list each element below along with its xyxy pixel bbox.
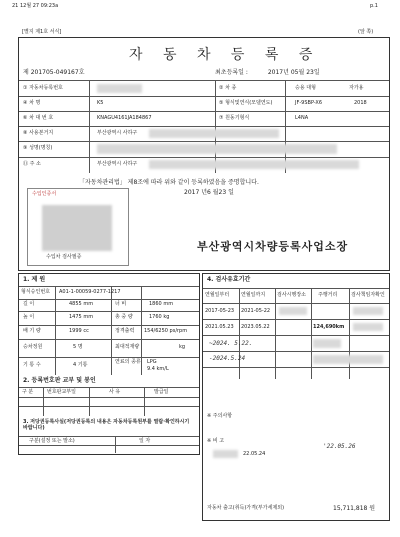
plate-col-date: 번호판교부일 (47, 389, 76, 395)
plate-label: ① 자동차등록번호 (23, 85, 63, 91)
reg-number: 제 201705-049167호 (23, 69, 85, 76)
ins-col-check: 검사책임자확인 (351, 292, 385, 298)
notes-caution: ※ 주의사항 (207, 413, 233, 419)
spec-approval-value: A01-1-00059-0277-1217 (59, 289, 121, 295)
model-year-label: ⑤ 형식및연식(모델연도) (219, 100, 273, 106)
spec-cylinders-value: 4 기통 (73, 362, 88, 368)
spec-weight-label: 총 중 량 (115, 314, 133, 320)
spec-cylinders-label: 기 통 수 (23, 362, 41, 368)
model-label: ④ 차 명 (23, 100, 41, 106)
engine-value: L4NA (295, 115, 309, 121)
location-value: 부산광역시 사하구 (97, 130, 138, 136)
spec-power-label: 정격출력 (115, 328, 135, 334)
ins-col-from: 연월일부터 (205, 292, 230, 298)
mortgage-col-type: 구분(설정 또는 말소) (29, 438, 75, 444)
sticker-title: 수입인증서 (32, 191, 57, 197)
certify-date: 2017 년6 월23 일 (184, 189, 234, 196)
ins-row1-stamp (353, 307, 383, 315)
plate-col-reason: 사 유 (109, 389, 121, 395)
first-reg-date: 최초등록일 : 2017년 05월 23일 (215, 69, 320, 76)
spec-length-value: 4855 mm (69, 301, 94, 307)
inspection-sticker (27, 188, 129, 266)
owner-addr-redacted (149, 160, 359, 169)
use-label: 자가용 (349, 85, 364, 91)
page-title: 자 동 차 등 록 증 (129, 47, 321, 63)
certify-text: 「자동차관리법」 제8조에 따라 위와 같이 등록하였음을 증명합니다. (79, 179, 259, 186)
vin-value: KNAGU4161JA184867 (97, 115, 152, 121)
ins-row2-mileage: 124,690km (313, 324, 345, 330)
sticker-image (42, 205, 112, 251)
type-label: ② 차 종 (219, 85, 237, 91)
spec-fuel-value: LPG (147, 359, 157, 365)
plate-issue-table (19, 387, 199, 416)
ins-row2-to: 2023.05.22 (241, 324, 270, 330)
plate-issue-title: 2. 등록번호판 교부 및 봉인 (23, 377, 96, 384)
spec-width-value: 1860 mm (149, 301, 174, 307)
form-code: [별지 제1호 서식] (22, 29, 62, 35)
vehicle-info-grid (19, 80, 389, 173)
spec-section (18, 273, 200, 455)
spec-displacement-value: 1999 cc (69, 328, 89, 334)
plate-redacted (97, 84, 142, 93)
inspection-section (202, 273, 390, 521)
spec-seats-label: 승차정원 (23, 344, 43, 350)
mortgage-table (19, 436, 199, 453)
ins-row1-to: 2021-05-22 (241, 308, 271, 314)
spec-payload-unit: kg (179, 344, 186, 350)
spec-power-value: 154/6250 ps/rpm (144, 328, 188, 334)
inspection-title: 4. 검사유효기간 (207, 276, 251, 283)
ins-row2-stamp (353, 323, 383, 331)
spec-seats-value: 5 명 (73, 344, 83, 350)
notes-handwritten2: 22.05.24 (243, 451, 266, 457)
location-label: ⑧ 사용본거지 (23, 130, 54, 136)
price-value: 15,711,818 원 (333, 505, 376, 512)
owner-name-redacted (97, 144, 337, 154)
spec-displacement-label: 배 기 량 (23, 328, 41, 334)
page-side: (앞 쪽) (358, 29, 374, 35)
spec-weight-value: 1760 kg (149, 314, 170, 320)
spec-length-label: 길 이 (23, 301, 35, 307)
spec-title: 1. 제 원 (23, 276, 46, 283)
model-year-value: 2018 (354, 100, 367, 106)
fax-timestamp: 21 12월 27 09:23a (12, 3, 59, 9)
inspection-table (203, 288, 389, 379)
plate-col-type: 구 분 (22, 389, 34, 395)
mortgage-title: 3. 저당권등록사실(저당권등록의 내용은 자동차등록원부를 열람·확인하시기 바랍니다) (23, 419, 190, 431)
mortgage-col-date: 일 자 (139, 438, 151, 444)
ins-row2-from: 2021.05.23 (205, 324, 234, 330)
owner-name-label: ⑨ 성명(명칭) (23, 145, 53, 151)
handwriting-line1: ~2024. 5.22. (209, 340, 253, 347)
spec-payload-label: 최대적재량 (115, 344, 140, 350)
spec-fuel-label: 연료의 종류 (115, 359, 141, 365)
ins-col-mileage: 주행거리 (318, 292, 338, 298)
notes-prefix: ※ 비 고 (207, 438, 225, 444)
model-value: K5 (97, 100, 104, 106)
price-label: 자동차 출고(취득)가격(부가세제외) (207, 505, 285, 511)
engine-label: ⑦ 원동기형식 (219, 115, 250, 121)
notes-handwritten1: '22.05.26 (323, 443, 356, 450)
spec-efficiency-value: 9.4 km/L (147, 366, 169, 372)
notes-redacted (213, 450, 238, 458)
certificate-box (18, 37, 390, 271)
fax-page-number: p.1 (370, 3, 378, 9)
issuer-name: 부산광역시차량등록사업소장 (197, 240, 349, 253)
spec-table (19, 286, 199, 375)
ins-row4-redacted (313, 355, 383, 364)
spec-height-label: 높 이 (23, 314, 35, 320)
ins-col-place: 검사시행장소 (277, 292, 306, 298)
model-type-value: JF-9SBP-X6 (295, 100, 323, 106)
spec-width-label: 너 비 (115, 301, 127, 307)
spec-approval-label: 형식승인번호 (21, 289, 50, 295)
ins-col-to: 연월일까지 (241, 292, 266, 298)
ins-row1-place-redacted (279, 307, 307, 315)
owner-addr-value: 부산광역시 사하구 (97, 161, 138, 167)
owner-addr-label: ⑪ 주 소 (23, 161, 41, 167)
location-redacted (149, 129, 279, 138)
spec-height-value: 1475 mm (69, 314, 94, 320)
type-value: 승용 대형 (295, 85, 316, 91)
ins-row1-from: 2017-05-23 (205, 308, 235, 314)
ins-row3-redacted (313, 339, 341, 348)
vin-label: ⑥ 차 대 번 호 (23, 115, 54, 121)
sticker-sub: 수입차 검사필증 (46, 254, 82, 260)
handwriting-line2: -2024.5.24 (209, 355, 246, 362)
plate-col-issued: 발급일 (154, 389, 169, 395)
